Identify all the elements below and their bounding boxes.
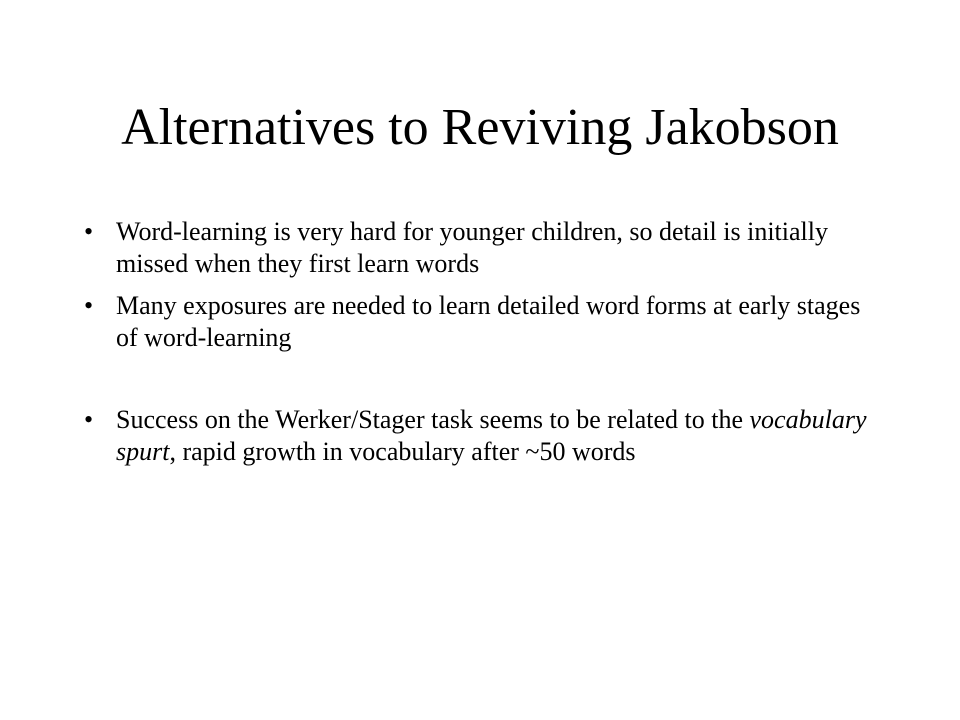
slide-title: Alternatives to Reviving Jakobson [121,99,839,156]
bullet-text: Word-learning is very hard for younger children, so detail is initially missed when they first learn words [116,217,828,278]
bullet-text-tail: , rapid growth in vocabulary after ~50 words [169,437,636,466]
bullet-list [82,216,882,468]
bullet-glyph: • [84,405,94,434]
bullet-item-word-learning [82,216,882,280]
bullet-text-lead: Success on the Werker/Stager task seems to be related to the [116,405,750,434]
bullet-item-many-exposures [82,290,882,354]
bullet-text [116,405,866,466]
bullet-glyph: • [84,217,94,246]
bullet-item-werker-stager [82,404,882,468]
bullet-text: Many exposures are needed to learn detailed word forms at early stages of word-learning [116,291,861,352]
vocabulary-spurt-term: vocabulary spurt [116,405,867,466]
bullet-glyph: • [84,291,94,320]
